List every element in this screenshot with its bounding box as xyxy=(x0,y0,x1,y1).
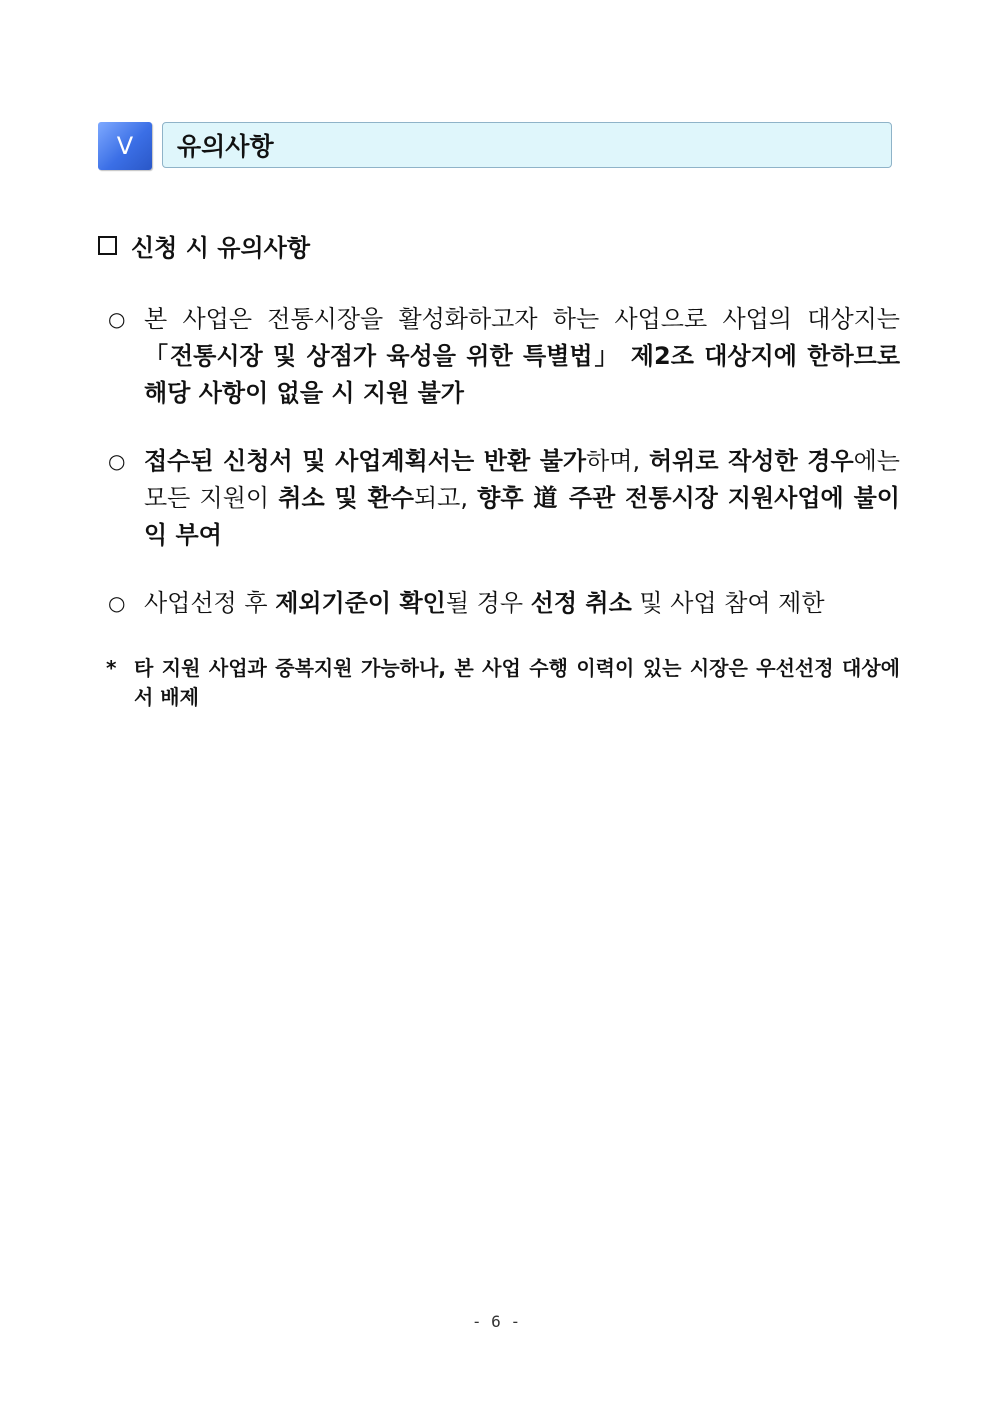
section-header xyxy=(98,122,894,172)
text-segment: 사업선정 후 xyxy=(144,589,276,617)
section-number-badge: V xyxy=(98,122,152,170)
list-item-text xyxy=(144,443,900,554)
circle-bullet-icon: ○ xyxy=(108,449,126,473)
text-segment: 될 경우 xyxy=(445,589,531,617)
list-item-text xyxy=(144,585,900,622)
asterisk-icon: * xyxy=(106,656,117,680)
list-item xyxy=(108,443,900,554)
subheading xyxy=(96,228,310,263)
page-number: - 6 - xyxy=(471,1312,521,1331)
text-segment-bold: 취소 및 환수 xyxy=(278,484,414,512)
text-segment-bold: 허위로 작성한 경우 xyxy=(648,447,854,475)
text-segment: 에는 모든 지원이 xyxy=(144,447,900,512)
text-segment-bold: 선정 취소 xyxy=(530,589,632,617)
text-segment: 및 사업 참여 제한 xyxy=(631,589,825,617)
text-segment-bold: 접수된 신청서 및 사업계획서는 반환 불가 xyxy=(144,447,587,475)
circle-bullet-icon: ○ xyxy=(108,591,126,615)
text-segment-bold: 「전통시장 및 상점가 육성을 위한 특별법」 제2조 대상지에 한하므로 해당 사항이 없을 시 지원 불가 xyxy=(144,342,900,407)
square-bullet-icon xyxy=(98,236,117,255)
subheading-text: 신청 시 유의사항 xyxy=(131,234,310,262)
list-item-text xyxy=(144,301,900,412)
text-segment: 되고, xyxy=(413,484,478,512)
list-item xyxy=(108,301,900,412)
list-item xyxy=(108,585,900,622)
section-title: 유의사항 xyxy=(162,122,892,168)
text-segment-bold: 향후 道 주관 전통시장 지원사업에 불이익 부여 xyxy=(144,484,900,549)
circle-bullet-icon: ○ xyxy=(108,307,126,331)
footnote xyxy=(106,654,900,712)
text-segment: 하며, xyxy=(586,447,649,475)
text-segment-bold: 제외기준이 확인 xyxy=(275,589,446,617)
footnote-text: 타 지원 사업과 중복지원 가능하나, 본 사업 수행 이력이 있는 시장은 우선선정 대상에서 배제 xyxy=(134,656,900,709)
text-segment: 본 사업은 전통시장을 활성화하고자 하는 사업으로 사업의 대상지는 xyxy=(144,305,900,333)
